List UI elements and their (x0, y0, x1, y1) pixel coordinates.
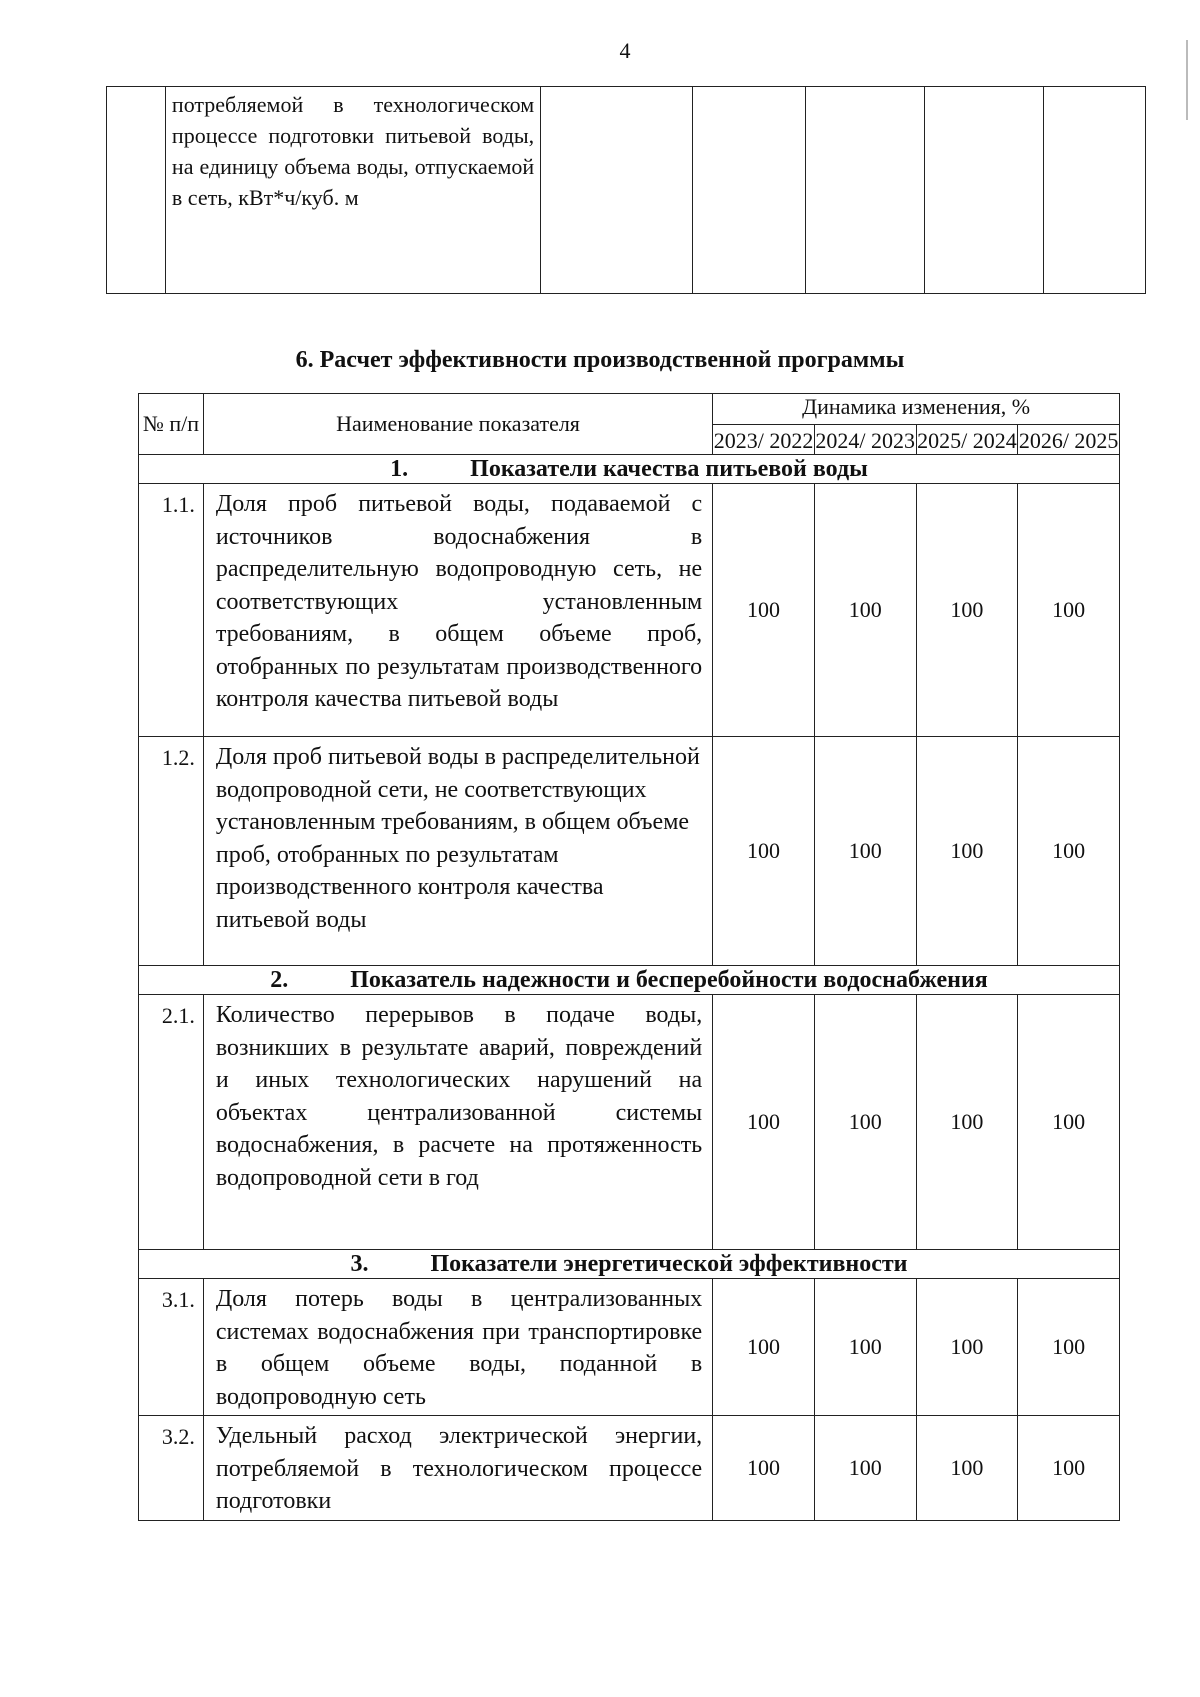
table-row (107, 87, 1146, 294)
row-number: 2.1. (139, 995, 204, 1250)
row-value: 100 (1018, 737, 1120, 966)
row-value: 100 (1018, 995, 1120, 1250)
row-value: 100 (916, 1416, 1018, 1521)
row-name: Доля проб питьевой воды, подаваемой с источников водоснабжения в распределительную водопроводную сеть, не соответствующих установленным требованиям, в общем объеме проб, отобранных по результатам производственного контроля качества питьевой воды (203, 484, 712, 737)
scan-edge-mark (1186, 40, 1194, 120)
row-value: 100 (713, 1279, 815, 1416)
table-row (139, 1279, 1120, 1416)
section-heading (139, 966, 1120, 995)
row-value: 100 (814, 1416, 916, 1521)
section-row (139, 966, 1120, 995)
row-number: 3.1. (139, 1279, 204, 1416)
row-value: 100 (814, 737, 916, 966)
section-number: 1. (390, 456, 409, 482)
empty-cell (693, 87, 806, 294)
continuation-table (106, 86, 1146, 294)
table-row (139, 737, 1120, 966)
row-value: 100 (1018, 1279, 1120, 1416)
row-value: 100 (1018, 484, 1120, 737)
row-value: 100 (814, 995, 916, 1250)
header-num: № п/п (139, 394, 204, 455)
row-value: 100 (1018, 1416, 1120, 1521)
empty-cell (924, 87, 1043, 294)
continuation-name-cell (165, 87, 540, 294)
row-value: 100 (916, 484, 1018, 737)
empty-cell (805, 87, 924, 294)
efficiency-table (138, 393, 1120, 1521)
row-value: 100 (713, 995, 815, 1250)
row-value: 100 (713, 484, 815, 737)
section-heading (139, 1250, 1120, 1279)
table-row (139, 1416, 1120, 1521)
row-value: 100 (814, 1279, 916, 1416)
section-heading-text: Показатель надежности и бесперебойности водоснабжения (350, 967, 988, 993)
section-number: 3. (350, 1251, 369, 1277)
header-year: 2024/ 2023 (814, 425, 916, 455)
header-row (139, 394, 1120, 425)
header-dynamics: Динамика изменения, % (713, 394, 1120, 425)
section-row (139, 1250, 1120, 1279)
header-year: 2023/ 2022 (713, 425, 815, 455)
header-year: 2026/ 2025 (1018, 425, 1120, 455)
empty-cell (541, 87, 693, 294)
section-heading (139, 455, 1120, 484)
row-number: 1.1. (139, 484, 204, 737)
row-number: 1.2. (139, 737, 204, 966)
header-name: Наименование показателя (203, 394, 712, 455)
row-value: 100 (916, 737, 1018, 966)
table-row (139, 484, 1120, 737)
row-name: Удельный расход электрической энергии, потребляемой в технологическом процессе подготовки (203, 1416, 712, 1521)
row-value: 100 (916, 1279, 1018, 1416)
header-year: 2025/ 2024 (916, 425, 1018, 455)
section-heading-text: Показатели энергетической эффективности (430, 1251, 908, 1277)
page-number: 4 (619, 38, 631, 63)
section-heading-text: Показатели качества питьевой воды (470, 456, 868, 482)
row-name: Доля проб питьевой воды в распределительной водопроводной сети, не соответствующих установленным требованиям, в общем объеме проб, отобранных по результатам производственного контроля качества питьевой воды (203, 737, 712, 966)
row-value: 100 (814, 484, 916, 737)
continuation-text: потребляемой в технологическом процессе подготовки питьевой воды, на единицу объема воды, отпускаемой в сеть, кВт*ч/куб. м (171, 92, 535, 210)
row-name: Доля потерь воды в централизованных системах водоснабжения при транспортировке в общем объеме воды, поданной в водопроводную сеть (203, 1279, 712, 1416)
row-number: 3.2. (139, 1416, 204, 1521)
row-value: 100 (916, 995, 1018, 1250)
section-row (139, 455, 1120, 484)
section-number: 2. (270, 967, 289, 993)
row-value: 100 (713, 1416, 815, 1521)
empty-cell (1043, 87, 1145, 294)
empty-cell (107, 87, 166, 294)
table-row (139, 995, 1120, 1250)
row-value: 100 (713, 737, 815, 966)
section-title: 6. Расчет эффективности производственной программы (295, 347, 905, 373)
row-name: Количество перерывов в подаче воды, возникших в результате аварий, повреждений и иных технологических нарушений на объектах централизованной системы водоснабжения, в расчете на протяженность водопроводной сети в год (203, 995, 712, 1250)
